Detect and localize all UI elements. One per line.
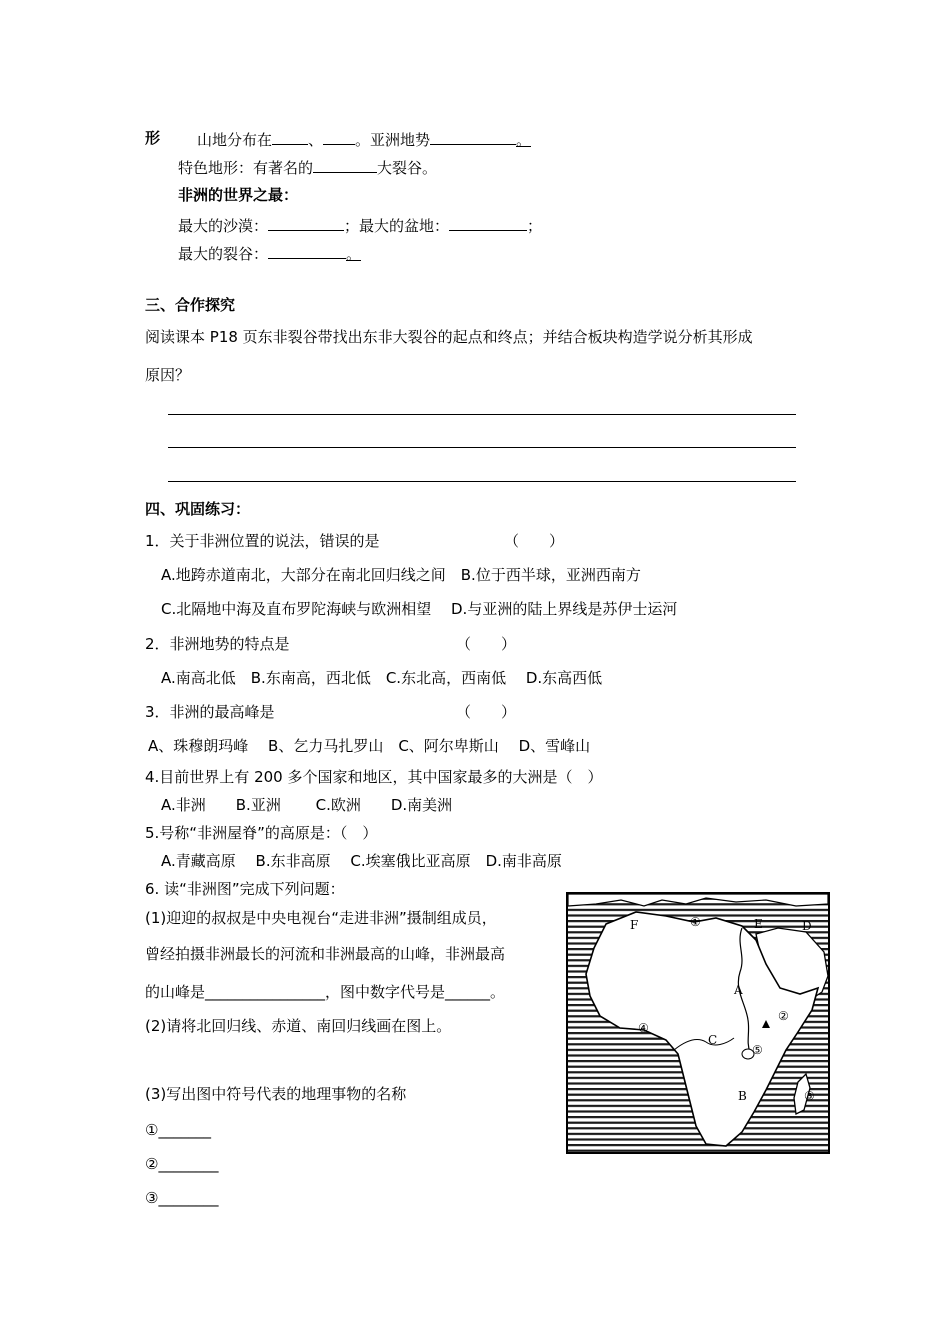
records-basin-label: ；最大的盆地： <box>344 217 450 235</box>
q1-options-2: C.北隔地中海及直布罗陀海峡与欧洲相望 D.与亚洲的陆上界线是苏伊士运河 <box>161 600 678 618</box>
map-number-3: ③ <box>804 1089 815 1103</box>
q4-options: A.非洲 B.亚洲 C.欧洲 D.南美洲 <box>161 796 453 814</box>
q3-stem: 3．非洲的最高峰是 <box>145 703 275 721</box>
records-line-2 <box>178 242 361 264</box>
blank-mountain-2[interactable] <box>323 128 355 145</box>
q6-part1-line2: 曾经拍摄非洲最长的河流和非洲最高的山峰，非洲最高 <box>145 945 506 963</box>
mountain-end: 。 <box>516 131 532 149</box>
map-number-2: ② <box>778 1009 789 1023</box>
map-label-e: E <box>754 917 763 931</box>
answer-line-2[interactable] <box>168 447 796 448</box>
q1-stem: 1．关于非洲位置的说法，错误的是 <box>145 532 380 550</box>
blank-largest-basin[interactable] <box>449 214 527 231</box>
records-rift-label: 最大的裂谷： <box>178 245 269 263</box>
mountain-sep: 、 <box>308 131 324 149</box>
q2-options: A.南高北低 B.东南高，西北低 C.东北高，西南低 D.东高西低 <box>161 669 603 687</box>
map-number-1: ① <box>690 915 701 929</box>
q3-answer-paren[interactable]: （ ） <box>456 703 517 721</box>
section4-heading: 四、巩固练习： <box>145 500 251 518</box>
answer-blank-3[interactable]: ③________ <box>145 1189 219 1207</box>
map-label-b: B <box>738 1089 747 1103</box>
q1-answer-paren[interactable]: （ ） <box>504 532 565 550</box>
mountain-text-b: 。亚洲地势 <box>355 131 431 149</box>
blank-asia-terrain[interactable] <box>430 128 516 145</box>
map-number-4: ④ <box>638 1021 649 1035</box>
feature-text-b: 大裂谷。 <box>377 159 438 177</box>
side-char: 形 <box>145 129 161 147</box>
q6-part1-line1: (1)迎迎的叔叔是中央电视台“走进非洲”摄制组成员， <box>145 909 497 927</box>
q2-answer-paren[interactable]: （ ） <box>456 635 517 653</box>
records-line-1 <box>178 214 542 236</box>
records-line2-end: 。 <box>346 245 362 263</box>
records-desert-label: 最大的沙漠： <box>178 217 269 235</box>
mountain-line <box>197 128 531 150</box>
blank-largest-desert[interactable] <box>268 214 344 231</box>
feature-text-a: 特色地形：有著名的 <box>178 159 314 177</box>
q5-options: A.青藏高原 B.东非高原 C.埃塞俄比亚高原 D.南非高原 <box>161 852 562 870</box>
africa-map <box>566 892 830 1154</box>
section3-heading: 三、合作探究 <box>145 296 236 314</box>
map-number-5: ⑤ <box>752 1043 763 1057</box>
q6-stem: 6. 读“非洲图”完成下列问题： <box>145 880 345 898</box>
blank-mountain-1[interactable] <box>272 128 308 145</box>
section3-line-2: 原因？ <box>145 366 191 384</box>
answer-line-1[interactable] <box>168 414 796 415</box>
q3-options: A、珠穆朗玛峰 B、乞力马扎罗山 C、阿尔卑斯山 D、雪峰山 <box>148 737 591 755</box>
answer-blank-2[interactable]: ②________ <box>145 1155 219 1173</box>
q1-options-1: A.地跨赤道南北，大部分在南北回归线之间 B.位于西半球，亚洲西南方 <box>161 566 641 584</box>
map-label-d: D <box>802 919 812 933</box>
records-line1-end: ； <box>527 217 543 235</box>
feature-line <box>178 156 437 178</box>
records-heading: 非洲的世界之最： <box>178 186 299 204</box>
mountain-text-a: 山地分布在 <box>197 131 273 149</box>
q5-stem: 5.号称“非洲屋脊”的高原是：（ ） <box>145 824 378 842</box>
blank-largest-rift[interactable] <box>268 242 346 259</box>
map-label-c: C <box>708 1033 718 1047</box>
map-label-f: F <box>630 918 639 932</box>
q6-part2: (2)请将北回归线、赤道、南回归线画在图上。 <box>145 1017 452 1035</box>
q6-part1-line3: 的山峰是________________，图中数字代号是______。 <box>145 983 506 1001</box>
q6-part3: (3)写出图中符号代表的地理事物的名称 <box>145 1085 407 1103</box>
map-label-a: A <box>734 983 743 997</box>
answer-blank-1[interactable]: ①_______ <box>145 1121 211 1139</box>
answer-line-3[interactable] <box>168 481 796 482</box>
section3-line-1: 阅读课本 P18 页东非裂谷带找出东非大裂谷的起点和终点；并结合板块构造学说分析其形成 <box>145 328 753 346</box>
q4-stem: 4.目前世界上有 200 多个国家和地区，其中国家最多的大洲是（ ） <box>145 768 603 786</box>
blank-rift-name[interactable] <box>313 156 377 173</box>
q2-stem: 2．非洲地势的特点是 <box>145 635 290 653</box>
